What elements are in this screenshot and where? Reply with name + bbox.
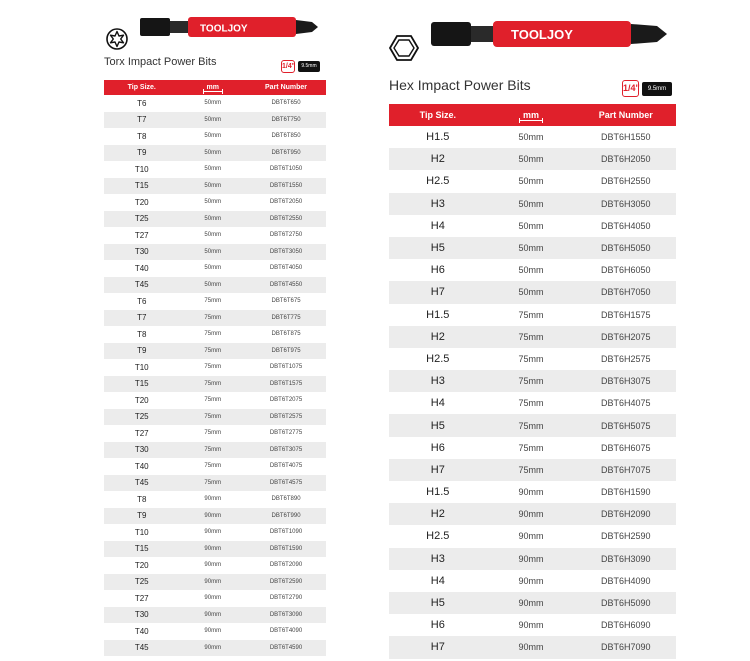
part-number-cell: DBT6H3050 [576,193,676,215]
torx-brand-logo: TOOLJOY [200,23,248,35]
hex-table-body [389,126,676,659]
tip-cell: H5 [389,414,487,436]
length-cell: 90mm [487,503,576,525]
table-row [104,623,326,640]
length-cell: 90mm [487,592,576,614]
tip-cell: H6 [389,259,487,281]
length-cell: 50mm [179,95,246,112]
table-row [389,636,676,658]
tip-cell: T8 [104,491,179,508]
part-number-cell: DBT6H3090 [576,548,676,570]
part-number-cell: DBT6T1075 [246,359,326,376]
tip-cell: T45 [104,277,179,294]
tip-cell: H6 [389,614,487,636]
tip-cell: T45 [104,640,179,657]
part-number-cell: DBT6H4075 [576,392,676,414]
table-row [389,503,676,525]
hex-table [389,104,676,659]
table-row [104,640,326,657]
tip-cell: T30 [104,442,179,459]
tip-cell: T40 [104,458,179,475]
part-number-cell: DBT6T2775 [246,425,326,442]
length-cell: 75mm [179,475,246,492]
part-number-cell: DBT6T750 [246,112,326,129]
length-cell: 50mm [179,244,246,261]
length-cell: 90mm [179,508,246,525]
length-cell: 50mm [179,128,246,145]
part-number-cell: DBT6H1575 [576,304,676,326]
table-row [104,95,326,112]
length-cell: 75mm [179,359,246,376]
table-row [389,592,676,614]
part-number-cell: DBT6H5050 [576,237,676,259]
tip-cell: H3 [389,370,487,392]
table-row [389,548,676,570]
length-cell: 50mm [487,259,576,281]
tip-cell: T10 [104,359,179,376]
torx-bit-image [140,12,320,42]
length-cell: 90mm [179,491,246,508]
hex-title: Hex Impact Power Bits [389,77,531,93]
tip-cell: T25 [104,409,179,426]
part-number-cell: DBT6H7075 [576,459,676,481]
tip-cell: T7 [104,112,179,129]
length-cell: 90mm [179,541,246,558]
length-cell: 75mm [487,437,576,459]
tip-cell: H2 [389,148,487,170]
table-row [104,277,326,294]
table-row [104,178,326,195]
tip-cell: H2.5 [389,525,487,547]
table-row [389,170,676,192]
part-number-cell: DBT6T2750 [246,227,326,244]
length-cell: 75mm [179,376,246,393]
tip-cell: T15 [104,541,179,558]
part-number-cell: DBT6T4550 [246,277,326,294]
length-cell: 90mm [179,640,246,657]
part-number-cell: DBT6H6090 [576,614,676,636]
length-cell: 50mm [179,277,246,294]
length-cell: 90mm [179,590,246,607]
part-number-cell: DBT6T775 [246,310,326,327]
table-row [104,524,326,541]
tip-cell: H2 [389,326,487,348]
length-cell: 90mm [179,607,246,624]
tip-cell: H6 [389,437,487,459]
tip-cell: T6 [104,95,179,112]
tip-cell: T27 [104,590,179,607]
table-row [389,437,676,459]
torx-col-part: Part Number [246,80,326,95]
length-cell: 75mm [487,392,576,414]
hex-drive-badge: 1/4" [622,80,639,97]
part-number-cell: DBT6T4090 [246,623,326,640]
table-row [104,442,326,459]
torx-table [104,80,326,656]
tip-cell: T30 [104,244,179,261]
length-cell: 50mm [179,178,246,195]
part-number-cell: DBT6T675 [246,293,326,310]
part-number-cell: DBT6H2090 [576,503,676,525]
length-cell: 75mm [179,425,246,442]
torx-col-tip: Tip Size. [104,80,179,95]
length-cell: 75mm [179,458,246,475]
part-number-cell: DBT6T990 [246,508,326,525]
hex-header [389,0,676,104]
table-row [104,458,326,475]
part-number-cell: DBT6H4050 [576,215,676,237]
length-cell: 50mm [179,112,246,129]
part-number-cell: DBT6T3050 [246,244,326,261]
tip-cell: T7 [104,310,179,327]
part-number-cell: DBT6T1550 [246,178,326,195]
tip-cell: T27 [104,227,179,244]
length-cell: 50mm [487,193,576,215]
tip-cell: T27 [104,425,179,442]
part-number-cell: DBT6H6075 [576,437,676,459]
length-cell: 90mm [179,557,246,574]
table-row [389,525,676,547]
tip-cell: T20 [104,557,179,574]
part-number-cell: DBT6H3075 [576,370,676,392]
tip-cell: T45 [104,475,179,492]
part-number-cell: DBT6H6050 [576,259,676,281]
table-row [104,293,326,310]
part-number-cell: DBT6T875 [246,326,326,343]
hex-spec-badges [622,80,672,97]
length-cell: 75mm [487,459,576,481]
part-number-cell: DBT6H5090 [576,592,676,614]
tip-cell: T9 [104,508,179,525]
tip-cell: H5 [389,592,487,614]
length-cell: 75mm [179,343,246,360]
part-number-cell: DBT6H2550 [576,170,676,192]
tip-cell: H2.5 [389,170,487,192]
length-cell: 75mm [179,326,246,343]
length-cell: 75mm [487,304,576,326]
length-cell: 75mm [179,310,246,327]
table-row [104,475,326,492]
torx-star-icon [106,28,128,50]
length-cell: 50mm [487,237,576,259]
length-cell: 75mm [487,370,576,392]
table-row [104,343,326,360]
part-number-cell: DBT6H1590 [576,481,676,503]
part-number-cell: DBT6T2590 [246,574,326,591]
tip-cell: H4 [389,570,487,592]
part-number-cell: DBT6T4575 [246,475,326,492]
tip-cell: T15 [104,376,179,393]
part-number-cell: DBT6T1590 [246,541,326,558]
tip-cell: H4 [389,215,487,237]
table-row [389,348,676,370]
tip-cell: H4 [389,392,487,414]
part-number-cell: DBT6H4090 [576,570,676,592]
torx-header [104,0,326,80]
tip-cell: H1.5 [389,304,487,326]
tip-cell: H3 [389,548,487,570]
length-cell: 50mm [487,126,576,148]
table-row [104,227,326,244]
table-row [389,614,676,636]
torx-panel [104,0,326,653]
length-cell: 50mm [179,211,246,228]
table-row [389,326,676,348]
table-row [389,237,676,259]
table-row [104,161,326,178]
hex-table-header [389,104,676,126]
length-cell: 50mm [487,215,576,237]
table-row [389,215,676,237]
length-cell: 50mm [179,260,246,277]
part-number-cell: DBT6T2090 [246,557,326,574]
length-cell: 75mm [179,392,246,409]
part-number-cell: DBT6H7050 [576,281,676,303]
torx-spec-badges [281,60,320,73]
table-row [104,112,326,129]
torx-table-header [104,80,326,95]
length-cell: 90mm [487,548,576,570]
tip-cell: T10 [104,524,179,541]
length-cell: 50mm [179,145,246,162]
tip-cell: T40 [104,623,179,640]
hex-panel [389,0,676,654]
torx-col-mm [179,80,246,95]
length-cell: 50mm [487,148,576,170]
part-number-cell: DBT6T4075 [246,458,326,475]
part-number-cell: DBT6H2575 [576,348,676,370]
hex-brand-logo: TOOLJOY [511,27,573,42]
table-row [389,414,676,436]
length-cell: 75mm [179,293,246,310]
length-cell: 50mm [179,161,246,178]
length-cell: 90mm [487,614,576,636]
tip-cell: T15 [104,178,179,195]
table-row [104,145,326,162]
length-cell: 50mm [179,227,246,244]
table-row [104,425,326,442]
length-cell: 90mm [487,570,576,592]
length-cell: 75mm [179,442,246,459]
table-row [104,574,326,591]
part-number-cell: DBT6T1050 [246,161,326,178]
table-row [104,409,326,426]
tip-cell: T8 [104,128,179,145]
tip-cell: H2.5 [389,348,487,370]
part-number-cell: DBT6T2075 [246,392,326,409]
tip-cell: T10 [104,161,179,178]
part-number-cell: DBT6T650 [246,95,326,112]
table-row [389,281,676,303]
table-row [104,508,326,525]
tip-cell: T20 [104,194,179,211]
part-number-cell: DBT6T2550 [246,211,326,228]
length-cell: 90mm [179,524,246,541]
hex-bit-image [431,16,669,52]
table-row [104,211,326,228]
part-number-cell: DBT6T2050 [246,194,326,211]
length-cell: 75mm [487,414,576,436]
tip-cell: T6 [104,293,179,310]
table-row [389,370,676,392]
part-number-cell: DBT6T3090 [246,607,326,624]
tip-cell: T20 [104,392,179,409]
length-cell: 50mm [487,281,576,303]
torx-table-body [104,95,326,656]
length-cell: 50mm [487,170,576,192]
part-number-cell: DBT6H1550 [576,126,676,148]
tip-cell: H7 [389,636,487,658]
torx-shank-badge: 9.5mm [298,61,320,72]
tip-cell: H7 [389,459,487,481]
table-row [389,459,676,481]
part-number-cell: DBT6T850 [246,128,326,145]
table-row [104,376,326,393]
table-row [389,148,676,170]
part-number-cell: DBT6T950 [246,145,326,162]
tip-cell: T9 [104,145,179,162]
length-cell: 90mm [179,574,246,591]
table-row [104,194,326,211]
part-number-cell: DBT6T890 [246,491,326,508]
length-cell: 75mm [487,326,576,348]
hex-col-mm [487,104,576,126]
tip-cell: H2 [389,503,487,525]
table-row [104,128,326,145]
tip-cell: T25 [104,211,179,228]
table-row [104,310,326,327]
part-number-cell: DBT6T2790 [246,590,326,607]
part-number-cell: DBT6T4050 [246,260,326,277]
part-number-cell: DBT6H2050 [576,148,676,170]
tip-cell: T9 [104,343,179,360]
torx-title: Torx Impact Power Bits [104,56,217,68]
hex-col-part: Part Number [576,104,676,126]
table-row [104,260,326,277]
table-row [104,541,326,558]
table-row [389,304,676,326]
hexagon-icon [389,34,419,62]
hex-shank-badge: 9.5mm [642,82,672,96]
table-row [389,392,676,414]
part-number-cell: DBT6T4590 [246,640,326,657]
length-cell: 75mm [487,348,576,370]
tip-cell: T8 [104,326,179,343]
length-cell: 90mm [179,623,246,640]
table-row [104,557,326,574]
table-row [389,259,676,281]
length-cell: 50mm [179,194,246,211]
table-row [104,491,326,508]
table-row [389,570,676,592]
part-number-cell: DBT6H7090 [576,636,676,658]
torx-col-mm-label: mm [203,84,223,92]
length-cell: 90mm [487,525,576,547]
table-row [104,359,326,376]
tip-cell: T30 [104,607,179,624]
tip-cell: T25 [104,574,179,591]
part-number-cell: DBT6T1090 [246,524,326,541]
length-cell: 90mm [487,481,576,503]
part-number-cell: DBT6T1575 [246,376,326,393]
length-cell: 75mm [179,409,246,426]
table-row [104,590,326,607]
tip-cell: H7 [389,281,487,303]
part-number-cell: DBT6H2075 [576,326,676,348]
part-number-cell: DBT6T975 [246,343,326,360]
table-row [104,244,326,261]
part-number-cell: DBT6T3075 [246,442,326,459]
tip-cell: H5 [389,237,487,259]
tip-cell: H3 [389,193,487,215]
table-row [389,126,676,148]
part-number-cell: DBT6T2575 [246,409,326,426]
tip-cell: H1.5 [389,126,487,148]
table-row [104,607,326,624]
length-cell: 90mm [487,636,576,658]
hex-col-tip: Tip Size. [389,104,487,126]
table-row [104,392,326,409]
table-row [389,193,676,215]
hex-col-mm-label: mm [519,110,543,121]
torx-drive-badge: 1/4" [281,60,295,73]
part-number-cell: DBT6H2590 [576,525,676,547]
table-row [104,326,326,343]
tip-cell: H1.5 [389,481,487,503]
table-row [389,481,676,503]
tip-cell: T40 [104,260,179,277]
part-number-cell: DBT6H5075 [576,414,676,436]
